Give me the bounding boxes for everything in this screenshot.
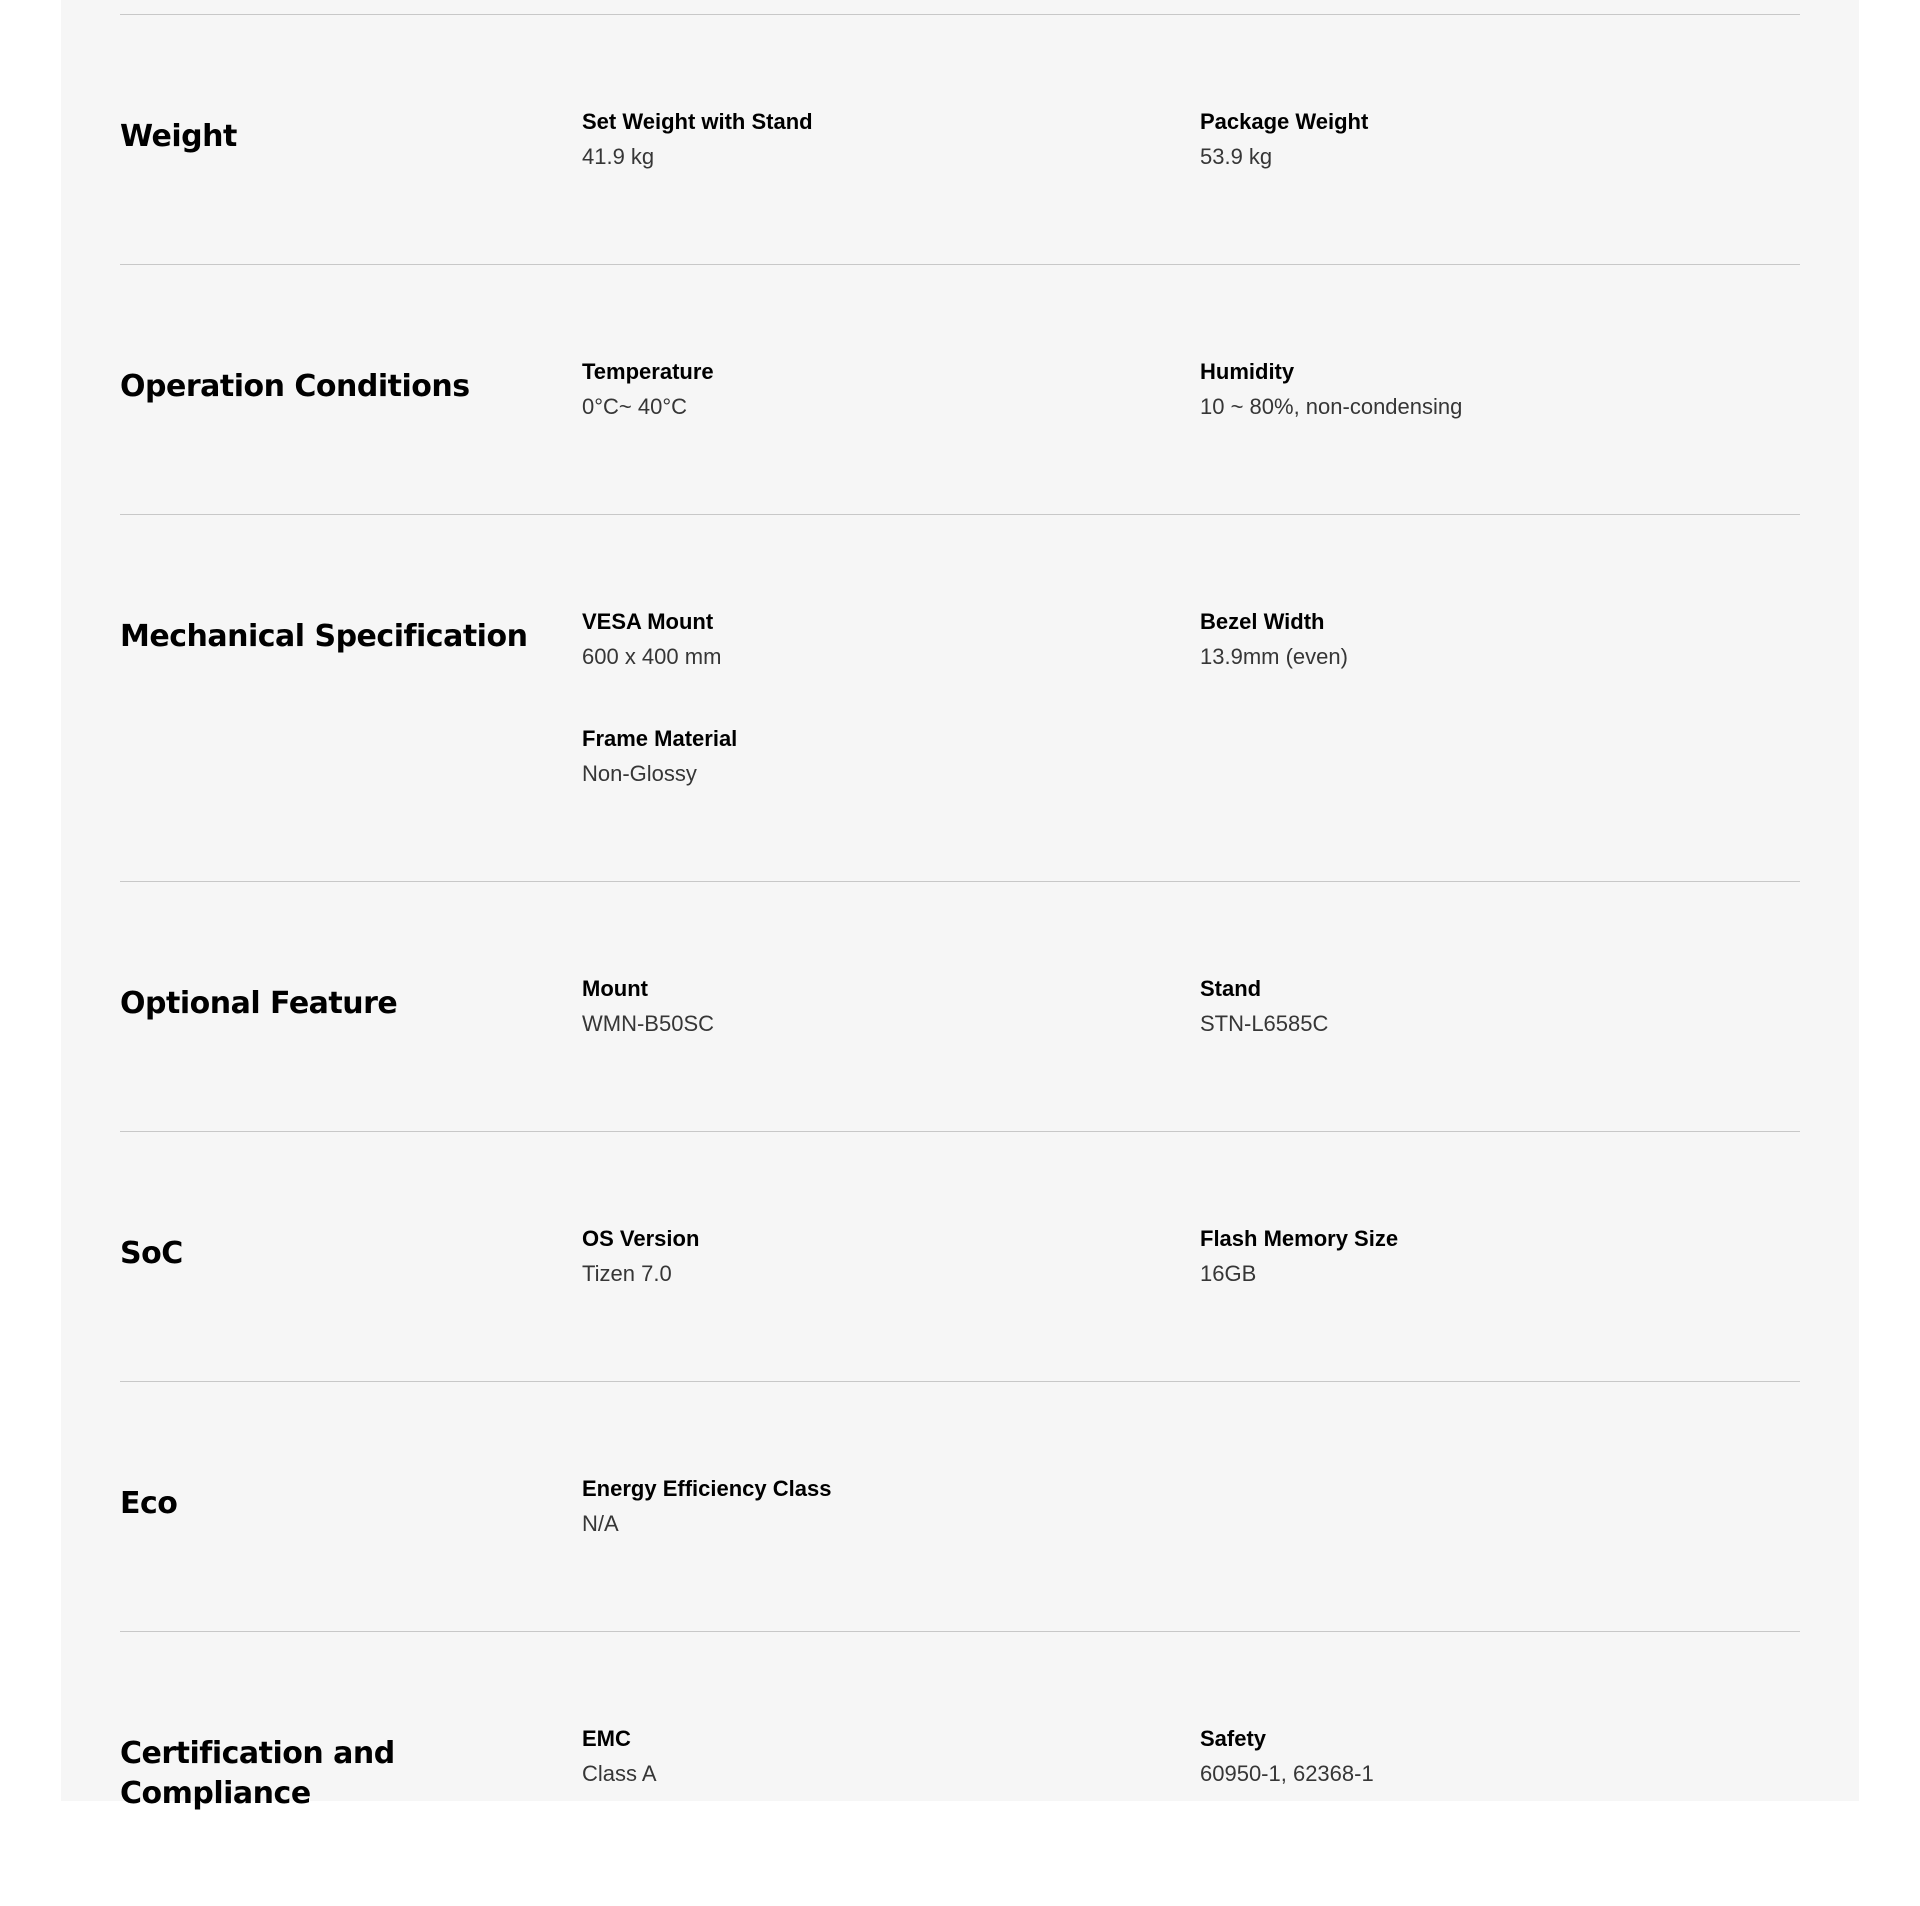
spec-grid	[582, 607, 1800, 789]
spec-value: 600 x 400 mm	[582, 644, 722, 669]
spec-label: VESA Mount	[582, 609, 714, 634]
spec-label: Safety	[1200, 1726, 1267, 1751]
section-title: Mechanical Specification	[120, 619, 528, 654]
spec-item-vesa-mount	[582, 607, 1200, 672]
spec-grid	[582, 1474, 1800, 1539]
spec-label: Mount	[582, 976, 648, 1001]
spec-grid	[582, 1224, 1800, 1289]
spec-value: Tizen 7.0	[582, 1261, 672, 1286]
spec-label: Package Weight	[1200, 109, 1369, 134]
spec-value: WMN-B50SC	[582, 1011, 715, 1036]
spec-item-flash-memory-size	[1200, 1224, 1800, 1289]
spec-section-operation-conditions	[120, 264, 1800, 514]
section-title: Optional Feature	[120, 986, 398, 1021]
spec-grid	[582, 357, 1800, 422]
spec-label: Flash Memory Size	[1200, 1226, 1399, 1251]
spec-value: Class A	[582, 1761, 657, 1786]
section-title: Eco	[120, 1486, 178, 1521]
spec-value: Non-Glossy	[582, 761, 697, 786]
spec-grid	[582, 974, 1800, 1039]
spec-item-os-version	[582, 1224, 1200, 1289]
spec-label: Humidity	[1200, 359, 1295, 384]
spec-label: Temperature	[582, 359, 714, 384]
spec-list	[120, 14, 1800, 1906]
section-title: Certification and Compliance	[120, 1736, 395, 1811]
spec-value: 16GB	[1200, 1261, 1257, 1286]
spec-label: EMC	[582, 1726, 631, 1751]
spec-value: 0°C~ 40°C	[582, 394, 688, 419]
spec-value: 10 ~ 80%, non-condensing	[1200, 394, 1463, 419]
spec-item-mount	[582, 974, 1200, 1039]
spec-item-set-weight-with-stand	[582, 107, 1200, 172]
spec-value: 13.9mm (even)	[1200, 644, 1348, 669]
spec-value: STN-L6585C	[1200, 1011, 1329, 1036]
spec-item-bezel-width	[1200, 607, 1800, 672]
section-title: Operation Conditions	[120, 369, 470, 404]
spec-value: 41.9 kg	[582, 144, 655, 169]
spec-section-certification-and-compliance	[120, 1631, 1800, 1906]
spec-item-temperature	[582, 357, 1200, 422]
spec-label: OS Version	[582, 1226, 700, 1251]
spec-item-package-weight	[1200, 107, 1800, 172]
spec-section-eco	[120, 1381, 1800, 1631]
spec-item-frame-material	[582, 724, 1200, 789]
spec-value: N/A	[582, 1511, 619, 1536]
spec-value: 60950-1, 62368-1	[1200, 1761, 1374, 1786]
spec-value: 53.9 kg	[1200, 144, 1273, 169]
spec-section-soc	[120, 1131, 1800, 1381]
spec-section-optional-feature	[120, 881, 1800, 1131]
section-title: Weight	[120, 119, 237, 154]
spec-section-weight	[120, 14, 1800, 264]
spec-section-mechanical-specification	[120, 514, 1800, 881]
spec-item-humidity	[1200, 357, 1800, 422]
spec-item-stand	[1200, 974, 1800, 1039]
spec-grid	[582, 107, 1800, 172]
spec-label: Energy Efficiency Class	[582, 1476, 832, 1501]
section-title: SoC	[120, 1236, 183, 1271]
spec-label: Set Weight with Stand	[582, 109, 813, 134]
spec-panel	[61, 0, 1859, 1811]
spec-label: Frame Material	[582, 726, 738, 751]
spec-label: Bezel Width	[1200, 609, 1325, 634]
spec-label: Stand	[1200, 976, 1262, 1001]
spec-item-energy-efficiency-class	[582, 1474, 1200, 1539]
